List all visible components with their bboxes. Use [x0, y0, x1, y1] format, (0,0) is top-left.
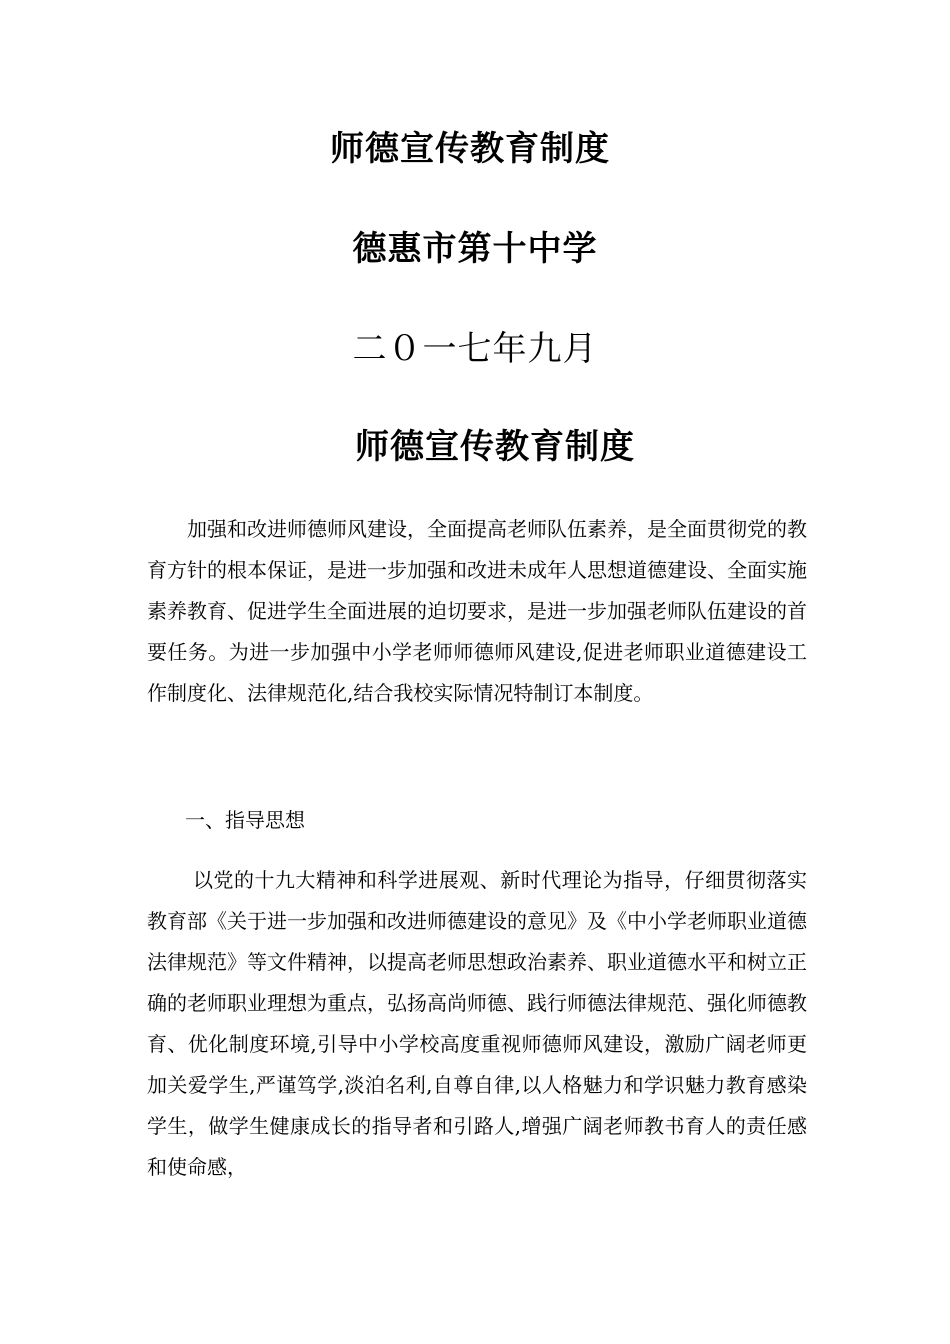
document-date: 二０一七年九月	[352, 329, 598, 369]
section-heading: 一、指导思想	[185, 808, 305, 832]
school-name: 德惠市第十中学	[352, 229, 598, 269]
document-subtitle: 师德宣传教育制度	[355, 427, 635, 467]
section-paragraph: 以党的十九大精神和科学进展观、新时代理论为指导，仔细贯彻落实教育部《关于进一步加强和改进师德建设的意见》及《中小学老师职业道德法律规范》等文件精神，以提高老师思想政治素养、职业道德水平和树立正确的老师职业理想为重点，弘扬高尚师德、践行师德法律规范、强化师德教育、优化制度环境,引导中小学校高度重视师德师风建设，激励广阔老师更加关爱学生,严谨笃学,淡泊名利,自尊自律,以人格魅力和学识魅力教育感染学生，做学生健康成长的指导者和引路人,增强广阔老师教书育人的责任感和使命感，	[147, 868, 807, 1179]
document-title: 师德宣传教育制度	[330, 129, 610, 169]
intro-paragraph: 加强和改进师德师风建设，全面提高老师队伍素养，是全面贯彻党的教育方针的根本保证，是进一步加强和改进未成年人思想道德建设、全面实施素养教育、促进学生全面进展的迫切要求，是进一步加强老师队伍建设的首要任务。为进一步加强中小学老师师德师风建设,促进老师职业道德建设工作制度化、法律规范化,结合我校实际情况特制订本制度。	[147, 517, 807, 705]
